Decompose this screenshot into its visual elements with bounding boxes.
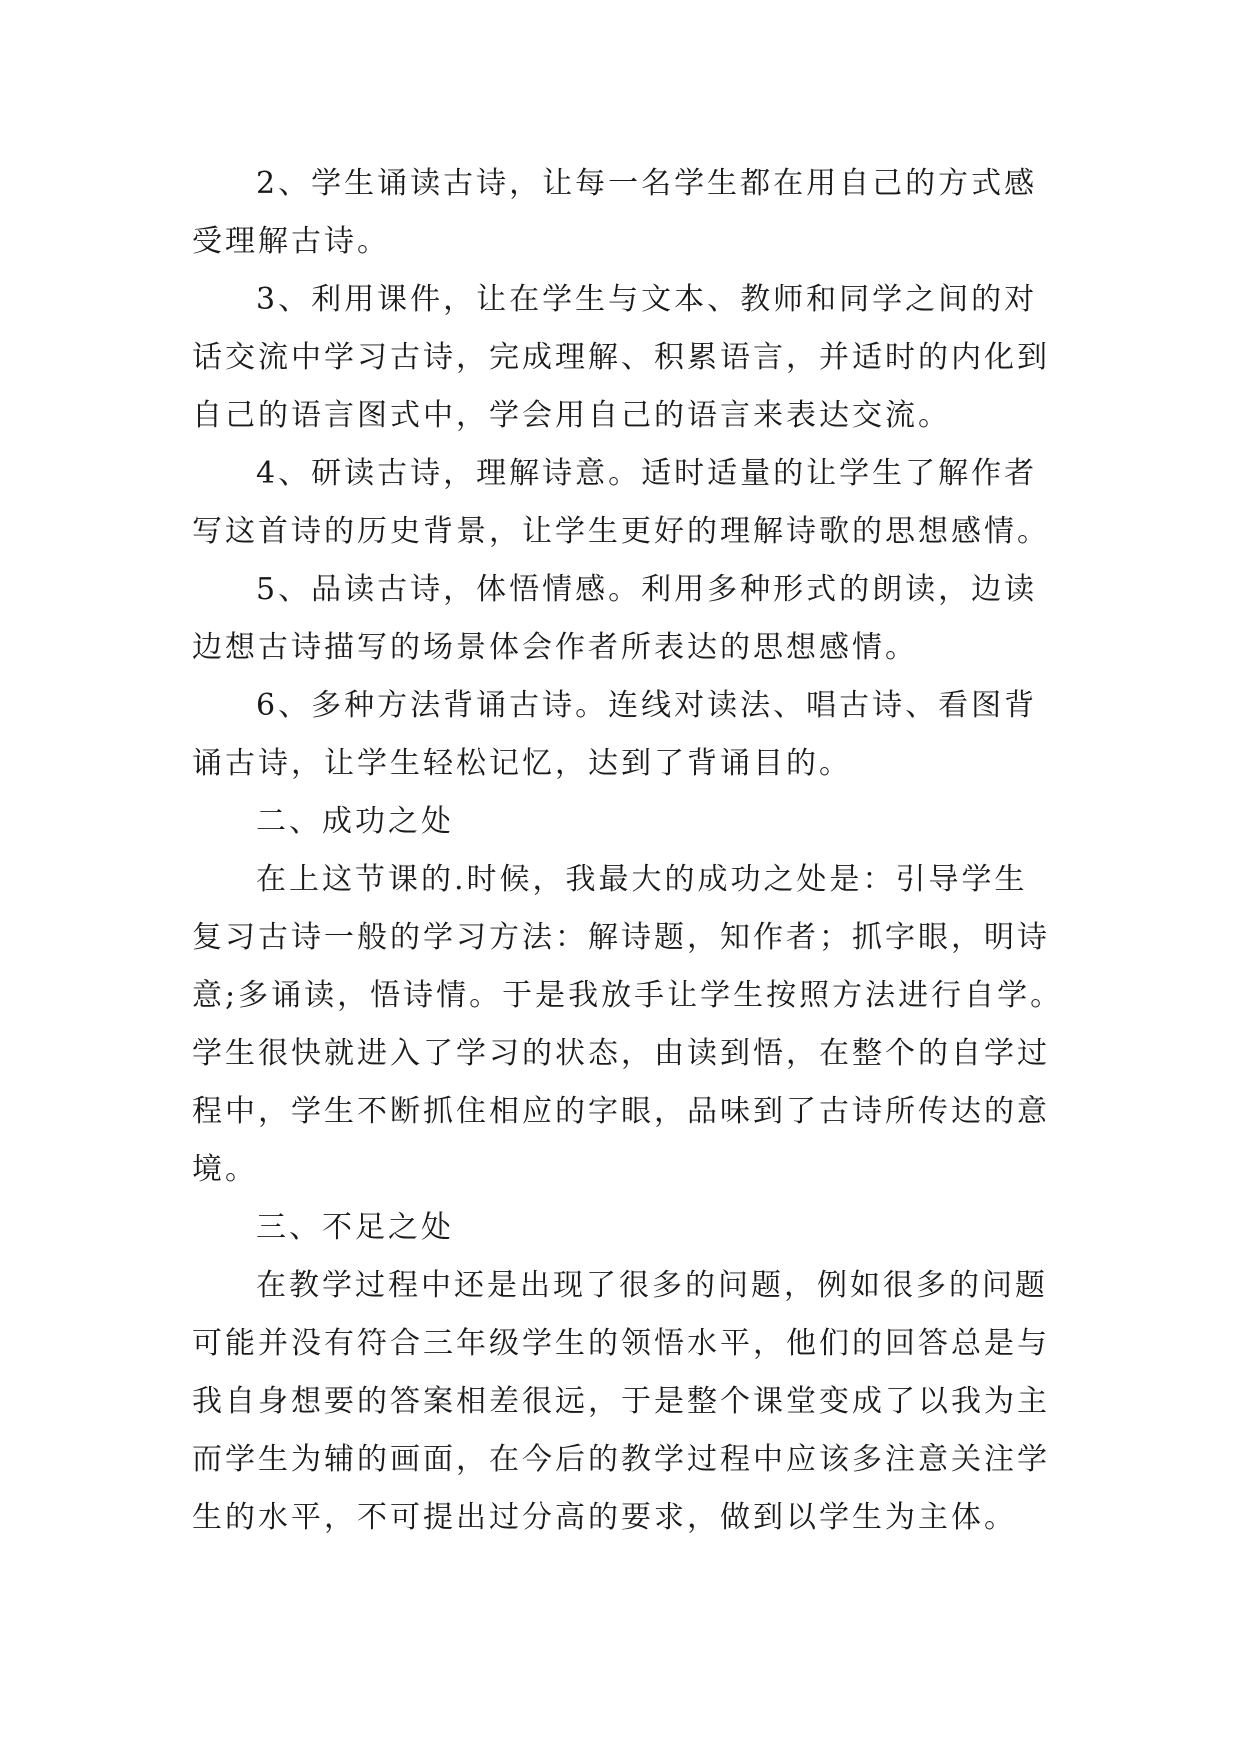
text-line: 生的水平，不可提出过分高的要求，做到以学生为主体。 <box>192 1500 1017 1535</box>
text-line: 话交流中学习古诗，完成理解、积累语言，并适时的内化到 <box>192 340 1050 375</box>
text-line: 4、研读古诗，理解诗意。适时适量的让学生了解作者 <box>256 456 1038 491</box>
text-line: 在教学过程中还是出现了很多的问题，例如很多的问题 <box>256 1268 1048 1303</box>
text-line: 意;多诵读，悟诗情。于是我放手让学生按照方法进行自学。 <box>192 978 1064 1013</box>
text-line: 学生很快就进入了学习的状态，由读到悟，在整个的自学过 <box>192 1036 1050 1071</box>
document-body <box>192 155 1064 1547</box>
text-line: 复习古诗一般的学习方法：解诗题，知作者；抓字眼，明诗 <box>192 920 1050 955</box>
text-line: 可能并没有符合三年级学生的领悟水平，他们的回答总是与 <box>192 1326 1050 1361</box>
text-line: 二、成功之处 <box>256 804 454 839</box>
text-line: 5、品读古诗，体悟情感。利用多种形式的朗读，边读 <box>256 572 1038 607</box>
text-line: 三、不足之处 <box>256 1210 454 1245</box>
text-line: 在上这节课的.时候，我最大的成功之处是：引导学生 <box>256 862 1028 897</box>
text-line: 3、利用课件，让在学生与文本、教师和同学之间的对 <box>256 282 1038 317</box>
text-line: 自己的语言图式中，学会用自己的语言来表达交流。 <box>192 398 951 433</box>
text-line: 6、多种方法背诵古诗。连线对读法、唱古诗、看图背 <box>256 688 1038 723</box>
text-line: 写这首诗的历史背景，让学生更好的理解诗歌的思想感情。 <box>192 514 1050 549</box>
text-line: 受理解古诗。 <box>192 224 390 259</box>
text-line: 程中，学生不断抓住相应的字眼，品味到了古诗所传达的意 <box>192 1094 1050 1129</box>
text-line: 境。 <box>192 1152 258 1187</box>
text-line: 2、学生诵读古诗，让每一名学生都在用自己的方式感 <box>256 166 1038 201</box>
text-line: 我自身想要的答案相差很远，于是整个课堂变成了以我为主 <box>192 1384 1050 1419</box>
text-line: 边想古诗描写的场景体会作者所表达的思想感情。 <box>192 630 918 665</box>
text-line: 而学生为辅的画面，在今后的教学过程中应该多注意关注学 <box>192 1442 1050 1477</box>
text-line: 诵古诗，让学生轻松记忆，达到了背诵目的。 <box>192 746 852 781</box>
